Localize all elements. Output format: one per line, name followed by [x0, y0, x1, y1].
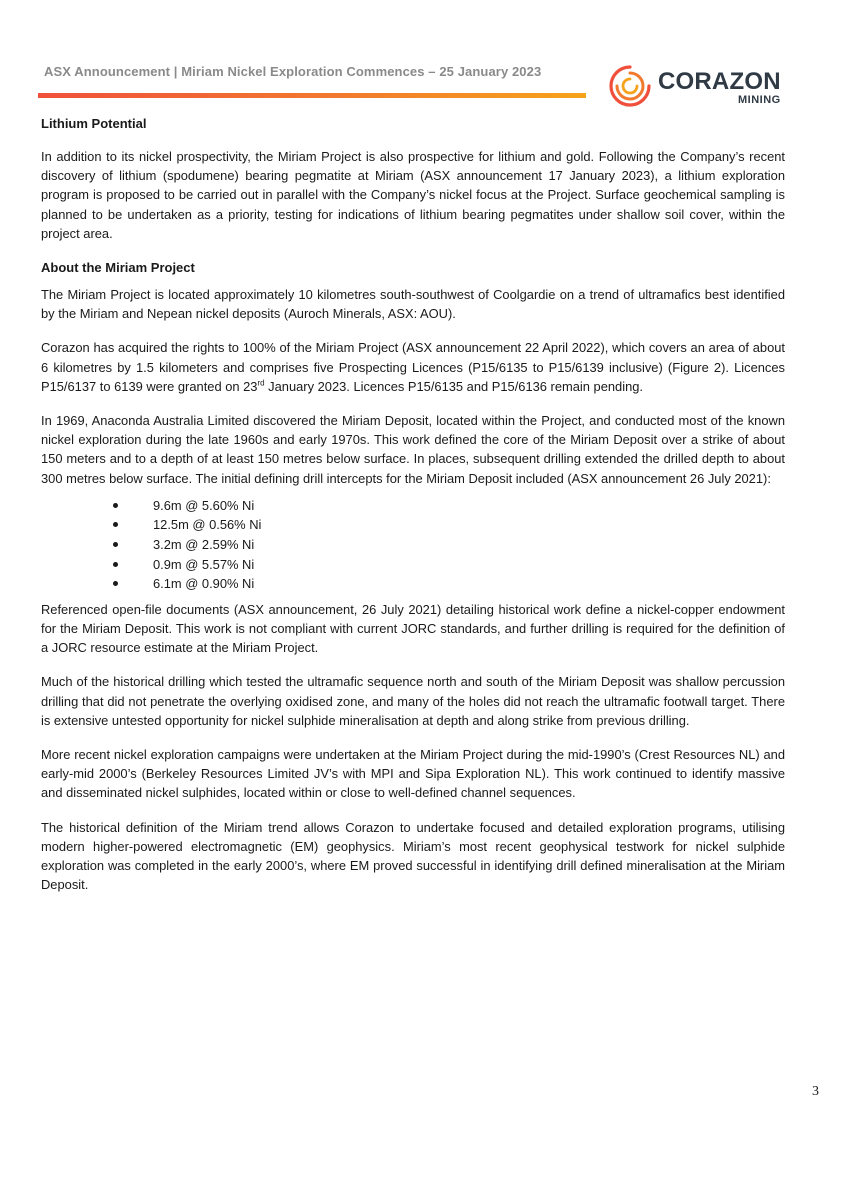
- list-item: [111, 496, 785, 516]
- paragraph-open-file: Referenced open-file documents (ASX announcement, 26 July 2021) detailing historical work define a nickel-copper endowment for the Miriam Deposit. This work is not compliant with current JORC standards, and further drilling is required for the definition of a JORC resource estimate at the Miriam Project.: [41, 601, 785, 656]
- intercept-text: 12.5m @ 0.56% Ni: [153, 517, 262, 533]
- paragraph-em-geophysics: The historical definition of the Miriam trend allows Corazon to undertake focused and detailed exploration programs, utilising modern higher-powered electromagnetic (EM) geophysics. Miriam’s most recent geophysical testwork for nickel sulphide exploration was completed in the early 2000’s, where EM proved successful in identifying drill defined mineralisation at the Miriam Deposit.: [41, 819, 785, 893]
- section-heading-lithium: Lithium Potential: [41, 116, 147, 131]
- list-item: [111, 574, 785, 594]
- list-item: [111, 535, 785, 555]
- intercept-text: 9.6m @ 5.60% Ni: [153, 497, 255, 513]
- company-logo: [608, 64, 798, 108]
- intercepts-list: [41, 496, 785, 594]
- bullet-icon: [113, 522, 118, 527]
- intercept-text: 6.1m @ 0.90% Ni: [153, 576, 255, 592]
- ordinal-suffix: rd: [257, 378, 265, 388]
- bullet-icon: [113, 581, 118, 586]
- header-divider: [38, 93, 586, 98]
- bullet-icon: [113, 503, 118, 508]
- paragraph-recent-campaigns: More recent nickel exploration campaigns were undertaken at the Miriam Project during the mid-1990’s (Crest Resources NL) and early-mid 2000’s (Berkeley Resources Limited JV’s with MPI and Sipa Exploration NL). This work continued to identify massive and disseminated nickel sulphides, located within or close to well-defined channel sequences.: [41, 747, 785, 801]
- list-item: [111, 555, 785, 575]
- page-number: 3: [812, 1084, 819, 1099]
- intercept-text: 0.9m @ 5.57% Ni: [153, 556, 255, 572]
- document-body: [41, 114, 785, 909]
- paragraph-location: The Miriam Project is located approximately 10 kilometres south-southwest of Coolgardie on a trend of ultramafics best identified by the Miriam and Nepean nickel deposits (Auroch Minerals, ASX: AOU).: [41, 287, 785, 322]
- intercept-text: 3.2m @ 2.59% Ni: [153, 537, 255, 553]
- paragraph-history: In 1969, Anaconda Australia Limited discovered the Miriam Deposit, located within the Project, and conducted most of the known nickel exploration during the late 1960s and early 1970s. This work defined the core of the Miriam Deposit over a strike of about 150 meters and to a depth of at least 150 metres below surface. In places, subsequent drilling extended the drilled depth to about 300 metres below surface. The initial defining drill intercepts for the Miriam Deposit included (ASX announcement 26 July 2021):: [41, 413, 785, 486]
- bullet-icon: [113, 542, 118, 547]
- list-item: [111, 515, 785, 535]
- bullet-icon: [113, 562, 118, 567]
- paragraph-lithium: In addition to its nickel prospectivity, the Miriam Project is also prospective for lithium and gold. Following the Company’s recent discovery of lithium (spodumene) bearing pegmatite at Miriam (ASX announcement 17 January 2023), a lithium exploration program is proposed to be carried out in parallel with the Company’s nickel focus at the Project. Surface geochemical sampling is planned to be undertaken as a priority, testing for indications of lithium bearing pegmatites under shallow soil cover, within the project area.: [41, 149, 785, 241]
- paragraph-rights: [41, 338, 785, 396]
- header-title: ASX Announcement | Miriam Nickel Exploration Commences – 25 January 2023: [44, 64, 542, 79]
- corazon-logo-icon: [608, 64, 652, 108]
- rights-text-start: Corazon has acquired the rights to 100% of the Miriam Project (ASX announcement 22 April 2022), which covers an area of about 6 kilometres by 1.5 kilometers and comprises five Prospecting Licences (P15/6135 to P15/6139 inclusive) (Figure 2). Licences P15/6137 to 6139 were granted on 23: [41, 340, 785, 394]
- paragraph-historical-drilling: Much of the historical drilling which tested the ultramafic sequence north and south of the Miriam Deposit was shallow percussion drilling that did not penetrate the overlying oxidised zone, and many of the holes did not reach the ultramafic footwall target. There is extensive untested opportunity for nickel sulphide mineralisation at depth and along strike from previous drilling.: [41, 674, 785, 728]
- section-heading-about: About the Miriam Project: [41, 260, 195, 276]
- rights-text-end: January 2023. Licences P15/6135 and P15/6136 remain pending.: [264, 378, 643, 394]
- logo-subtext: MINING: [738, 94, 781, 106]
- logo-wordmark: CORAZON: [658, 68, 781, 95]
